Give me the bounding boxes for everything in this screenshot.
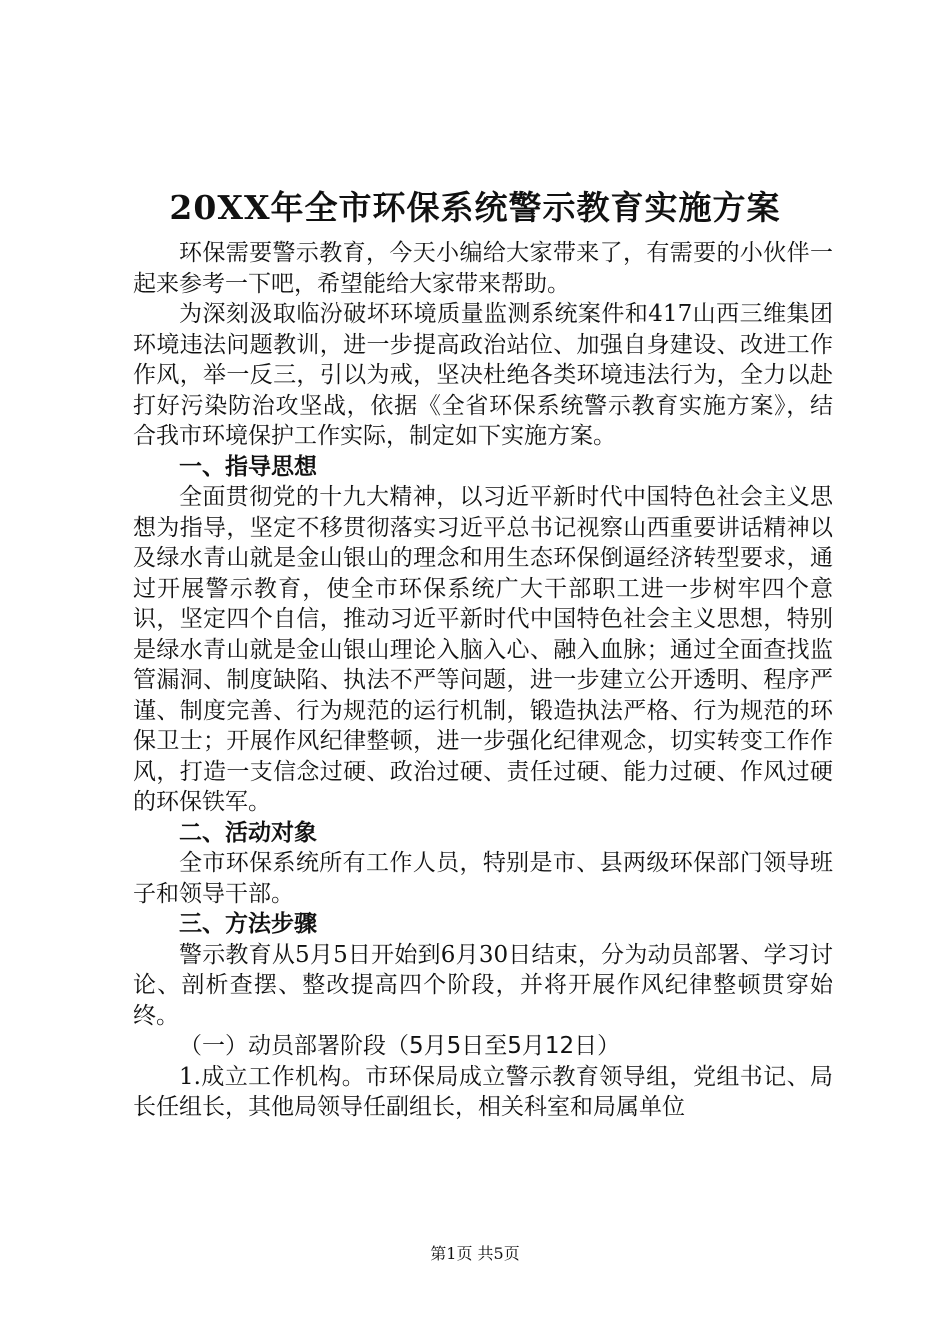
intro-paragraph: 环保需要警示教育，今天小编给大家带来了，有需要的小伙伴一起来参考一下吧，希望能给大家带来帮助。	[133, 240, 833, 297]
phase-heading-mobilization: （一）动员部署阶段（5月5日至5月12日）	[179, 1033, 621, 1059]
document-body	[133, 238, 833, 1123]
section-heading-method-steps: 三、方法步骤	[179, 911, 317, 937]
page-number-footer: 第1页 共5页	[430, 1244, 520, 1263]
document-title: 20XX年全市环保系统警示教育实施方案	[169, 188, 781, 227]
method-steps-paragraph: 警示教育从5月5日开始到6月30日结束，分为动员部署、学习讨论、剖析查摆、整改提高四个阶段，并将开展作风纪律整顿贯穿始终。	[133, 941, 833, 1029]
section-heading-activity-targets: 二、活动对象	[179, 819, 317, 846]
phase-item-1-paragraph: 1.成立工作机构。市环保局成立警示教育领导组，党组书记、局长任组长，其他局领导任副组长，相关科室和局属单位	[133, 1063, 833, 1120]
activity-targets-paragraph: 全市环保系统所有工作人员，特别是市、县两级环保部门领导班子和领导干部。	[133, 850, 833, 907]
guiding-ideology-paragraph: 全面贯彻党的十九大精神，以习近平新时代中国特色社会主义思想为指导，坚定不移贯彻落实习近平总书记视察山西重要讲话精神以及绿水青山就是金山银山的理念和用生态环保倒逼经济转型要求，通过开展警示教育，使全市环保系统广大干部职工进一步树牢四个意识，坚定四个自信，推动习近平新时代中国特色社会主义思想，特别是绿水青山就是金山银山理论入脑入心、融入血脉；通过全面查找监管漏洞、制度缺陷、执法不严等问题，进一步建立公开透明、程序严谨、制度完善、行为规范的运行机制，锻造执法严格、行为规范的环保卫士；开展作风纪律整顿，进一步强化纪律观念，切实转变工作作风，打造一支信念过硬、政治过硬、责任过硬、能力过硬、作风过硬的环保铁军。	[133, 484, 833, 815]
section-heading-guiding-ideology: 一、指导思想	[179, 453, 317, 480]
preamble-paragraph: 为深刻汲取临汾破坏环境质量监测系统案件和417山西三维集团环境违法问题教训，进一步提高政治站位、加强自身建设、改进工作作风，举一反三，引以为戒，坚决杜绝各类环境违法行为，全力以赴打好污染防治攻坚战，依据《全省环保系统警示教育实施方案》，结合我市环境保护工作实际，制定如下实施方案。	[133, 301, 833, 449]
